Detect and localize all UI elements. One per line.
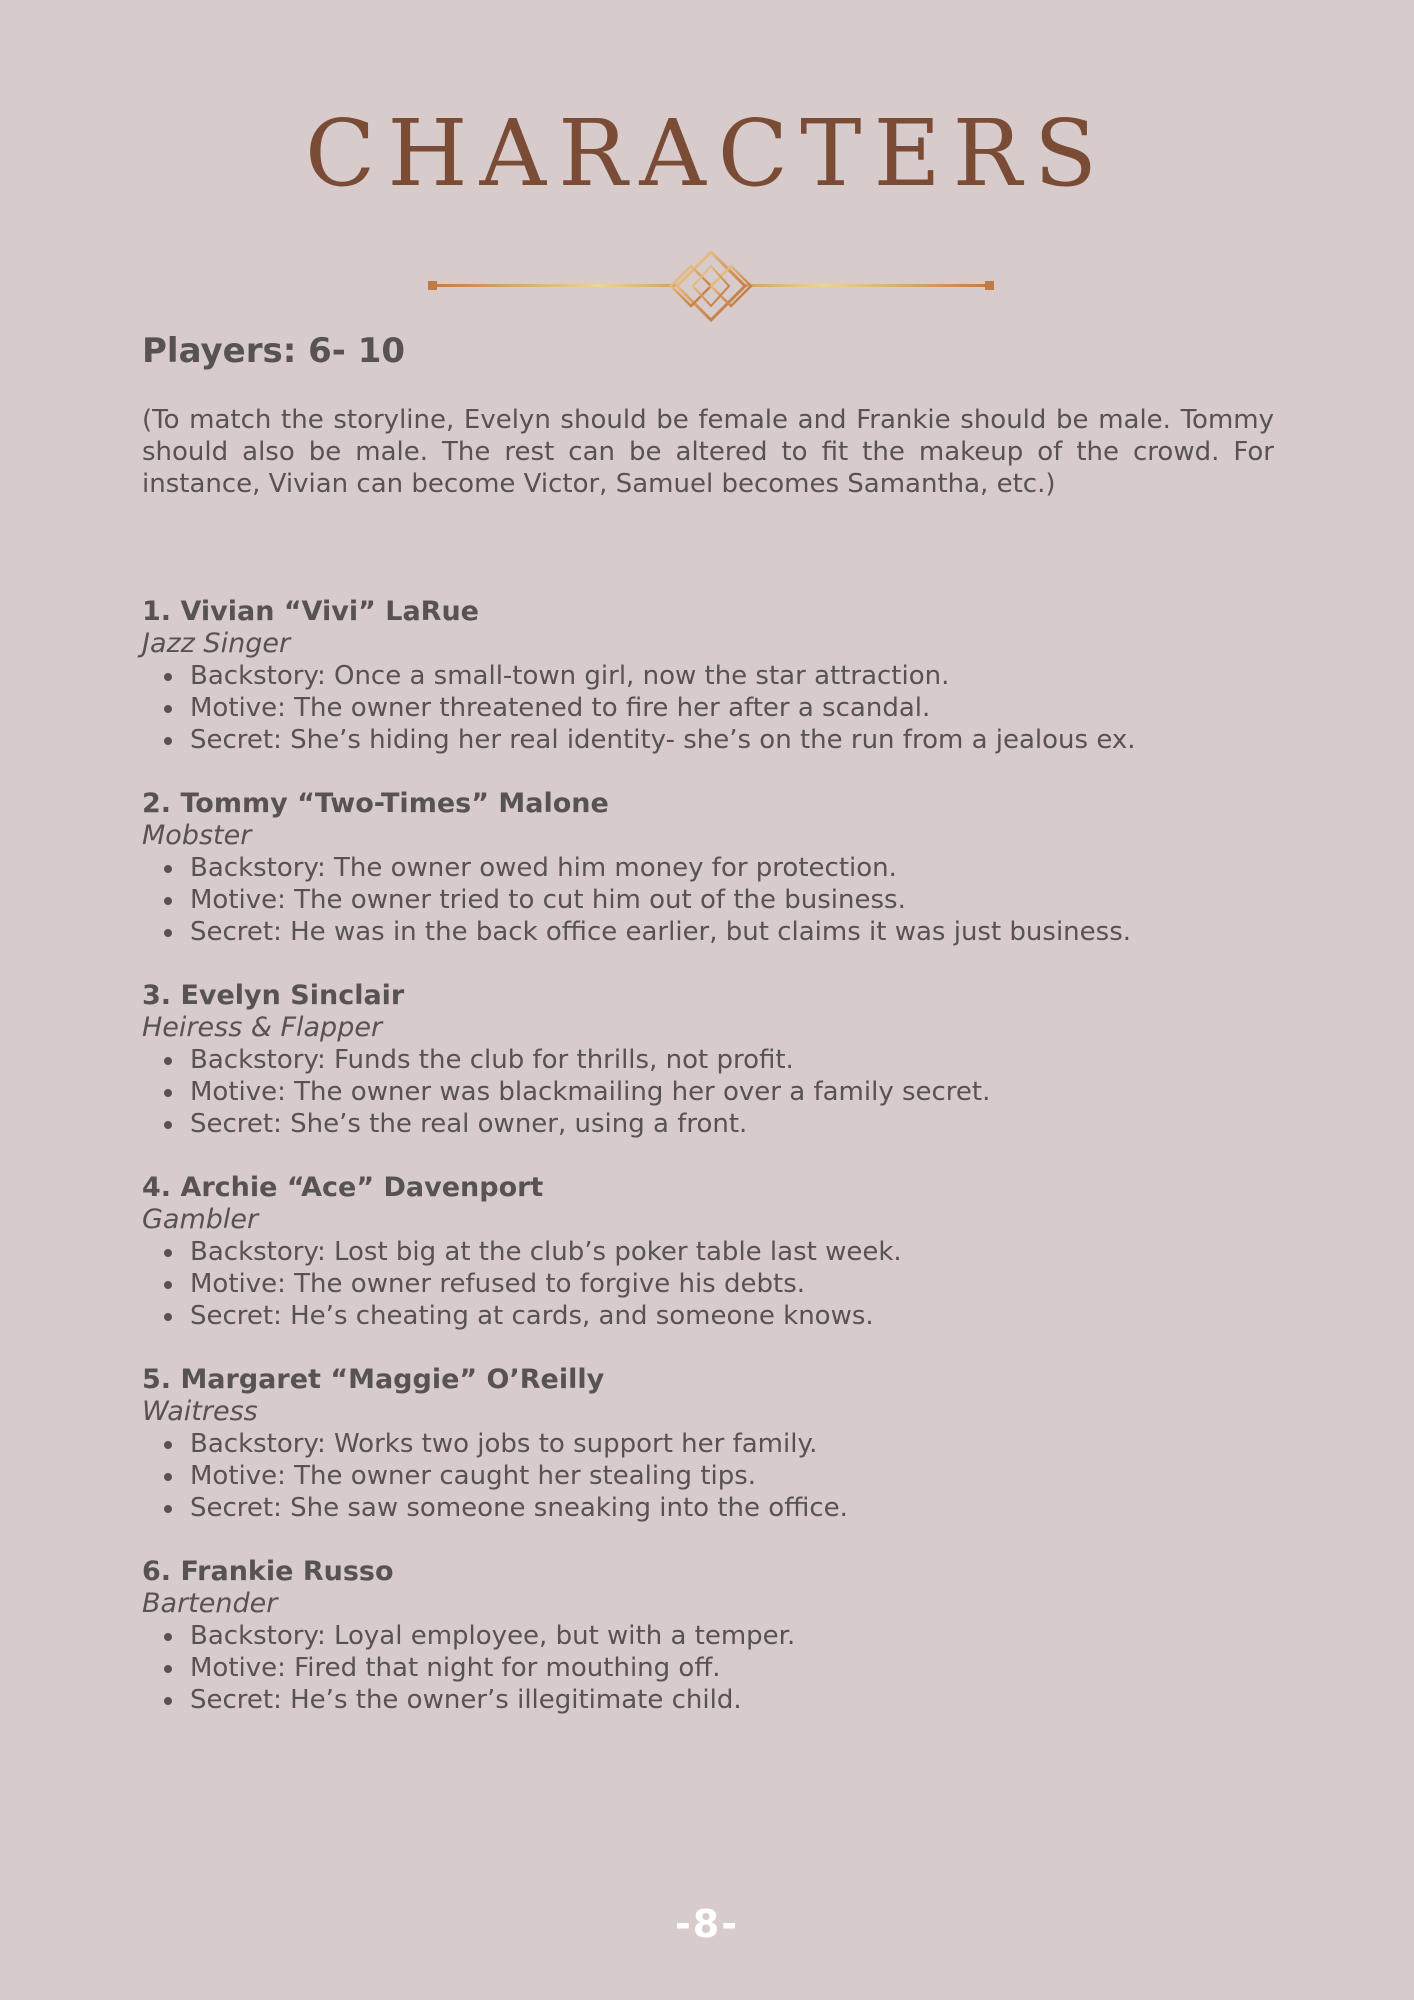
character-secret: Secret: He’s cheating at cards, and someone knows. <box>190 1300 1274 1332</box>
character-name: 5. Margaret “Maggie” O’Reilly <box>142 1364 605 1395</box>
character-motive: Motive: The owner caught her stealing tips. <box>190 1460 1274 1492</box>
character-role: Waitress <box>142 1396 258 1427</box>
character-role: Heiress & Flapper <box>142 1012 383 1043</box>
players-heading: Players: 6- 10 <box>142 331 406 371</box>
character-list <box>142 596 1274 1716</box>
character-entry <box>142 1172 1274 1332</box>
character-name: 1. Vivian “Vivi” LaRue <box>142 596 479 627</box>
character-entry <box>142 596 1274 756</box>
character-details <box>142 660 1274 756</box>
character-backstory: Backstory: The owner owed him money for protection. <box>190 852 1274 884</box>
character-motive: Motive: Fired that night for mouthing off. <box>190 1652 1274 1684</box>
character-role: Mobster <box>142 820 252 851</box>
character-details <box>142 1620 1274 1716</box>
character-secret: Secret: She’s hiding her real identity- she’s on the run from a jealous ex. <box>190 724 1274 756</box>
character-details <box>142 1428 1274 1524</box>
character-secret: Secret: He was in the back office earlier, but claims it was just business. <box>190 916 1274 948</box>
character-backstory: Backstory: Funds the club for thrills, not profit. <box>190 1044 1274 1076</box>
character-name: 4. Archie “Ace” Davenport <box>142 1172 544 1203</box>
character-role: Bartender <box>142 1588 278 1619</box>
character-motive: Motive: The owner threatened to fire her after a scandal. <box>190 692 1274 724</box>
character-motive: Motive: The owner was blackmailing her over a family secret. <box>190 1076 1274 1108</box>
character-motive: Motive: The owner tried to cut him out of the business. <box>190 884 1274 916</box>
page-number: -8- <box>675 1902 739 1946</box>
page-title: CHARACTERS <box>305 100 1109 207</box>
character-backstory: Backstory: Once a small-town girl, now the star attraction. <box>190 660 1274 692</box>
character-secret: Secret: She’s the real owner, using a front. <box>190 1108 1274 1140</box>
main-content <box>142 326 1274 1748</box>
character-name: 2. Tommy “Two-Times” Malone <box>142 788 609 819</box>
character-name: 6. Frankie Russo <box>142 1556 394 1587</box>
art-deco-divider-icon <box>428 250 994 326</box>
character-details <box>142 1236 1274 1332</box>
character-entry <box>142 788 1274 948</box>
character-entry <box>142 1364 1274 1524</box>
character-entry <box>142 980 1274 1140</box>
character-backstory: Backstory: Lost big at the club’s poker table last week. <box>190 1236 1274 1268</box>
character-name: 3. Evelyn Sinclair <box>142 980 405 1011</box>
character-motive: Motive: The owner refused to forgive his debts. <box>190 1268 1274 1300</box>
character-secret: Secret: She saw someone sneaking into the office. <box>190 1492 1274 1524</box>
character-details <box>142 852 1274 948</box>
character-role: Gambler <box>142 1204 259 1235</box>
character-backstory: Backstory: Loyal employee, but with a temper. <box>190 1620 1274 1652</box>
character-details <box>142 1044 1274 1140</box>
character-entry <box>142 1556 1274 1716</box>
character-secret: Secret: He’s the owner’s illegitimate child. <box>190 1684 1274 1716</box>
character-role: Jazz Singer <box>142 628 291 659</box>
intro-paragraph: (To match the storyline, Evelyn should be female and Frankie should be male. Tommy should also be male. The rest can be altered to fit the makeup of the crowd. For instance, Vivian can become Victor, Samuel becomes Samantha, etc.) <box>142 405 1274 499</box>
character-backstory: Backstory: Works two jobs to support her family. <box>190 1428 1274 1460</box>
